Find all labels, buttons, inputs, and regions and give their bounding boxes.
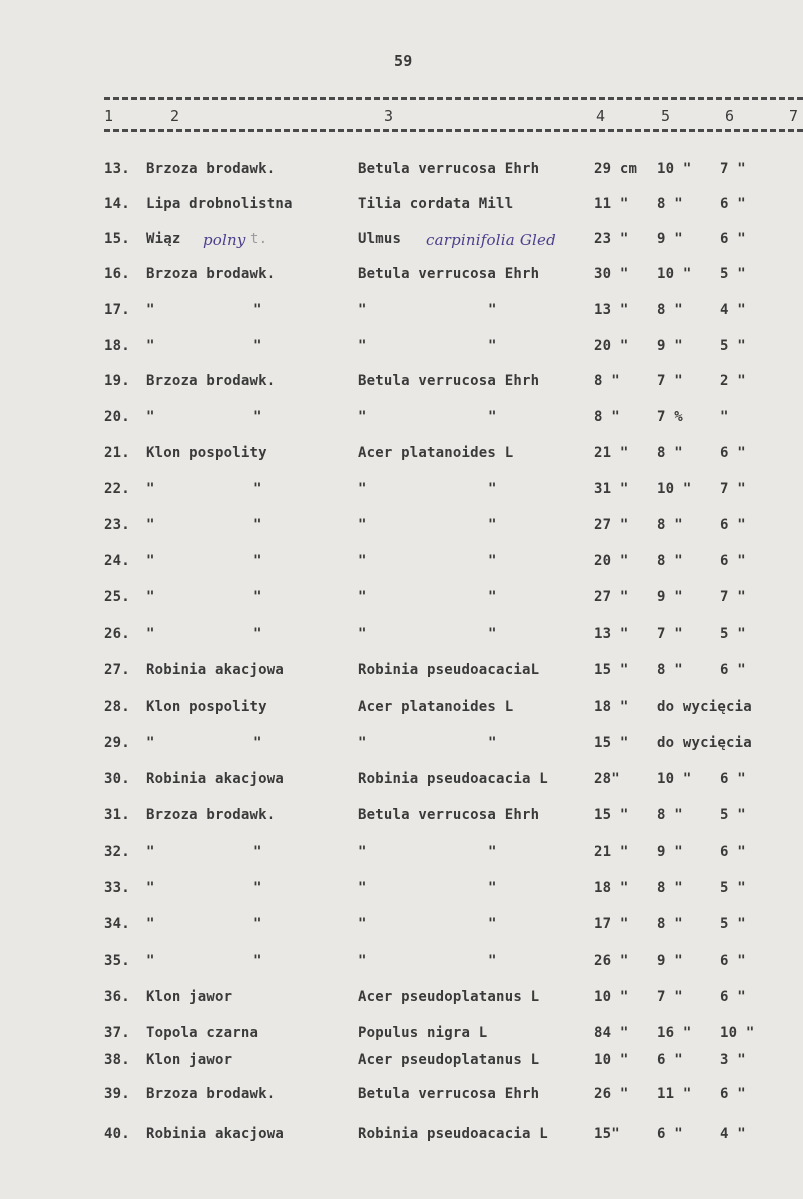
latin-name: Betula verrucosa Ehrh bbox=[358, 266, 540, 282]
latin-name-ditto: " bbox=[488, 409, 497, 425]
polish-name-ditto: " bbox=[253, 953, 262, 969]
column-number: 6 bbox=[725, 107, 735, 125]
table-row bbox=[0, 662, 803, 686]
table-row bbox=[0, 1086, 803, 1110]
crown-width: 10 " bbox=[720, 1025, 755, 1041]
latin-name: Robinia pseudoacacia L bbox=[358, 771, 548, 787]
polish-name: " bbox=[146, 409, 155, 425]
dashed-rule-top bbox=[104, 97, 803, 100]
crown-width: 2 " bbox=[720, 373, 746, 389]
latin-name-ditto: " bbox=[488, 302, 497, 318]
height: 8 " bbox=[657, 916, 683, 932]
circumference: 28" bbox=[594, 771, 620, 787]
crown-width: 7 " bbox=[720, 161, 746, 177]
crown-width: 6 " bbox=[720, 231, 746, 247]
polish-name: Lipa drobnolistna bbox=[146, 196, 293, 212]
circumference: 31 " bbox=[594, 481, 629, 497]
polish-name-ditto: " bbox=[253, 481, 262, 497]
height: 7 " bbox=[657, 626, 683, 642]
polish-name: " bbox=[146, 481, 155, 497]
polish-name: " bbox=[146, 953, 155, 969]
latin-name: " bbox=[358, 302, 367, 318]
height: 9 " bbox=[657, 953, 683, 969]
circumference: 27 " bbox=[594, 589, 629, 605]
circumference: 20 " bbox=[594, 553, 629, 569]
struck-text: t. bbox=[250, 231, 268, 247]
table-row bbox=[0, 626, 803, 650]
latin-name: " bbox=[358, 953, 367, 969]
height: 16 " bbox=[657, 1025, 692, 1041]
circumference: 26 " bbox=[594, 1086, 629, 1102]
latin-name: " bbox=[358, 626, 367, 642]
polish-name-ditto: " bbox=[253, 735, 262, 751]
row-number: 33. bbox=[104, 880, 130, 896]
row-number: 37. bbox=[104, 1025, 130, 1041]
row-number: 26. bbox=[104, 626, 130, 642]
latin-name-ditto: " bbox=[488, 953, 497, 969]
row-number: 27. bbox=[104, 662, 130, 678]
crown-width: 6 " bbox=[720, 662, 746, 678]
circumference: 18 " bbox=[594, 699, 629, 715]
row-number: 24. bbox=[104, 553, 130, 569]
row-number: 23. bbox=[104, 517, 130, 533]
row-number: 36. bbox=[104, 989, 130, 1005]
latin-name-ditto: " bbox=[488, 844, 497, 860]
circumference: 15 " bbox=[594, 807, 629, 823]
latin-name: " bbox=[358, 844, 367, 860]
latin-name: " bbox=[358, 409, 367, 425]
table-row bbox=[0, 989, 803, 1013]
crown-width: 5 " bbox=[720, 807, 746, 823]
circumference: 17 " bbox=[594, 916, 629, 932]
polish-name-ditto: " bbox=[253, 589, 262, 605]
polish-name: " bbox=[146, 338, 155, 354]
height: 8 " bbox=[657, 302, 683, 318]
crown-width: " bbox=[720, 409, 729, 425]
table-row bbox=[0, 1126, 803, 1150]
height: 10 " bbox=[657, 481, 692, 497]
crown-width: 6 " bbox=[720, 553, 746, 569]
row-number: 30. bbox=[104, 771, 130, 787]
polish-name: Brzoza brodawk. bbox=[146, 807, 276, 823]
table-row bbox=[0, 699, 803, 723]
table-row bbox=[0, 807, 803, 831]
latin-name-ditto: " bbox=[488, 481, 497, 497]
row-number: 20. bbox=[104, 409, 130, 425]
polish-name-ditto: " bbox=[253, 338, 262, 354]
latin-name: Tilia cordata Mill bbox=[358, 196, 514, 212]
height: 6 " bbox=[657, 1126, 683, 1142]
height: 7 " bbox=[657, 373, 683, 389]
row-number: 21. bbox=[104, 445, 130, 461]
latin-name: Betula verrucosa Ehrh bbox=[358, 1086, 540, 1102]
polish-name: Brzoza brodawk. bbox=[146, 266, 276, 282]
crown-width: 5 " bbox=[720, 626, 746, 642]
polish-name-ditto: " bbox=[253, 409, 262, 425]
latin-name: " bbox=[358, 735, 367, 751]
height: 8 " bbox=[657, 553, 683, 569]
polish-name: " bbox=[146, 517, 155, 533]
crown-width: 6 " bbox=[720, 989, 746, 1005]
crown-width: 6 " bbox=[720, 844, 746, 860]
latin-name: Betula verrucosa Ehrh bbox=[358, 807, 540, 823]
height: do wycięcia bbox=[657, 699, 752, 715]
table-row bbox=[0, 1025, 803, 1049]
column-number: 7 bbox=[789, 107, 799, 125]
table-row bbox=[0, 302, 803, 326]
table-row bbox=[0, 481, 803, 505]
polish-name-ditto: " bbox=[253, 517, 262, 533]
circumference: 8 " bbox=[594, 409, 620, 425]
height: 9 " bbox=[657, 338, 683, 354]
crown-width: 6 " bbox=[720, 1086, 746, 1102]
latin-name-ditto: " bbox=[488, 517, 497, 533]
table-row bbox=[0, 266, 803, 290]
circumference: 84 " bbox=[594, 1025, 629, 1041]
dashed-rule-bottom bbox=[104, 129, 803, 132]
latin-name: Populus nigra L bbox=[358, 1025, 488, 1041]
latin-name: Betula verrucosa Ehrh bbox=[358, 373, 540, 389]
polish-name: " bbox=[146, 553, 155, 569]
polish-name: " bbox=[146, 880, 155, 896]
height: 8 " bbox=[657, 196, 683, 212]
height: 8 " bbox=[657, 880, 683, 896]
polish-name: Klon jawor bbox=[146, 989, 233, 1005]
latin-name-ditto: " bbox=[488, 880, 497, 896]
table-row bbox=[0, 409, 803, 433]
latin-name: " bbox=[358, 589, 367, 605]
row-number: 19. bbox=[104, 373, 130, 389]
column-number: 1 bbox=[104, 107, 114, 125]
table-row bbox=[0, 953, 803, 977]
polish-name-ditto: " bbox=[253, 553, 262, 569]
circumference: 26 " bbox=[594, 953, 629, 969]
row-number: 14. bbox=[104, 196, 130, 212]
row-number: 28. bbox=[104, 699, 130, 715]
row-number: 29. bbox=[104, 735, 130, 751]
latin-name: Acer pseudoplatanus L bbox=[358, 989, 540, 1005]
crown-width: 6 " bbox=[720, 445, 746, 461]
table-row bbox=[0, 196, 803, 220]
polish-name: " bbox=[146, 844, 155, 860]
row-number: 18. bbox=[104, 338, 130, 354]
height: 9 " bbox=[657, 589, 683, 605]
table-row bbox=[0, 161, 803, 185]
row-number: 32. bbox=[104, 844, 130, 860]
row-number: 17. bbox=[104, 302, 130, 318]
row-number: 13. bbox=[104, 161, 130, 177]
table-row bbox=[0, 735, 803, 759]
table-row bbox=[0, 844, 803, 868]
circumference: 13 " bbox=[594, 302, 629, 318]
circumference: 10 " bbox=[594, 1052, 629, 1068]
latin-name-ditto: " bbox=[488, 626, 497, 642]
circumference: 29 cm bbox=[594, 161, 638, 177]
column-number: 4 bbox=[596, 107, 606, 125]
height: 8 " bbox=[657, 662, 683, 678]
table-row bbox=[0, 771, 803, 795]
circumference: 15" bbox=[594, 1126, 620, 1142]
latin-name: " bbox=[358, 338, 367, 354]
row-number: 15. bbox=[104, 231, 130, 247]
polish-name: Klon jawor bbox=[146, 1052, 233, 1068]
crown-width: 7 " bbox=[720, 589, 746, 605]
height: 10 " bbox=[657, 161, 692, 177]
table-row bbox=[0, 517, 803, 541]
height: 10 " bbox=[657, 266, 692, 282]
latin-name: " bbox=[358, 916, 367, 932]
page-number: 59 bbox=[394, 52, 413, 70]
crown-width: 5 " bbox=[720, 266, 746, 282]
table-row bbox=[0, 231, 803, 255]
handwritten-annotation: carpinifolia Gled bbox=[426, 231, 556, 249]
polish-name: Brzoza brodawk. bbox=[146, 1086, 276, 1102]
polish-name-ditto: " bbox=[253, 302, 262, 318]
polish-name: " bbox=[146, 626, 155, 642]
latin-name: " bbox=[358, 880, 367, 896]
polish-name: Robinia akacjowa bbox=[146, 771, 285, 787]
crown-width: 5 " bbox=[720, 916, 746, 932]
latin-name: Ulmus bbox=[358, 231, 402, 247]
polish-name: Brzoza brodawk. bbox=[146, 161, 276, 177]
polish-name: " bbox=[146, 916, 155, 932]
latin-name-ditto: " bbox=[488, 735, 497, 751]
polish-name-ditto: " bbox=[253, 916, 262, 932]
circumference: 15 " bbox=[594, 662, 629, 678]
polish-name-ditto: " bbox=[253, 844, 262, 860]
circumference: 10 " bbox=[594, 989, 629, 1005]
column-number: 2 bbox=[170, 107, 180, 125]
height: 11 " bbox=[657, 1086, 692, 1102]
latin-name: Acer platanoides L bbox=[358, 445, 514, 461]
height: 8 " bbox=[657, 807, 683, 823]
row-number: 34. bbox=[104, 916, 130, 932]
circumference: 13 " bbox=[594, 626, 629, 642]
latin-name: " bbox=[358, 517, 367, 533]
latin-name: " bbox=[358, 481, 367, 497]
row-number: 39. bbox=[104, 1086, 130, 1102]
polish-name: Robinia akacjowa bbox=[146, 1126, 285, 1142]
latin-name: " bbox=[358, 553, 367, 569]
crown-width: 5 " bbox=[720, 338, 746, 354]
row-number: 22. bbox=[104, 481, 130, 497]
latin-name: Robinia pseudoacaciaL bbox=[358, 662, 540, 678]
crown-width: 3 " bbox=[720, 1052, 746, 1068]
circumference: 27 " bbox=[594, 517, 629, 533]
handwritten-annotation: polny bbox=[203, 231, 246, 249]
table-row bbox=[0, 445, 803, 469]
height: do wycięcia bbox=[657, 735, 752, 751]
latin-name-ditto: " bbox=[488, 553, 497, 569]
table-row bbox=[0, 916, 803, 940]
height: 7 " bbox=[657, 989, 683, 1005]
crown-width: 4 " bbox=[720, 1126, 746, 1142]
polish-name: Brzoza brodawk. bbox=[146, 373, 276, 389]
latin-name-ditto: " bbox=[488, 916, 497, 932]
height: 10 " bbox=[657, 771, 692, 787]
polish-name-ditto: " bbox=[253, 626, 262, 642]
crown-width: 7 " bbox=[720, 481, 746, 497]
table-row bbox=[0, 373, 803, 397]
latin-name: Acer pseudoplatanus L bbox=[358, 1052, 540, 1068]
polish-name: Klon pospolity bbox=[146, 699, 267, 715]
crown-width: 4 " bbox=[720, 302, 746, 318]
table-row bbox=[0, 1052, 803, 1076]
latin-name-ditto: " bbox=[488, 338, 497, 354]
latin-name: Robinia pseudoacacia L bbox=[358, 1126, 548, 1142]
latin-name: Betula verrucosa Ehrh bbox=[358, 161, 540, 177]
circumference: 8 " bbox=[594, 373, 620, 389]
crown-width: 6 " bbox=[720, 953, 746, 969]
circumference: 21 " bbox=[594, 844, 629, 860]
height: 9 " bbox=[657, 231, 683, 247]
row-number: 35. bbox=[104, 953, 130, 969]
row-number: 31. bbox=[104, 807, 130, 823]
height: 6 " bbox=[657, 1052, 683, 1068]
row-number: 38. bbox=[104, 1052, 130, 1068]
polish-name-ditto: " bbox=[253, 880, 262, 896]
column-number: 5 bbox=[661, 107, 671, 125]
height: 8 " bbox=[657, 517, 683, 533]
latin-name: Acer platanoides L bbox=[358, 699, 514, 715]
polish-name: Klon pospolity bbox=[146, 445, 267, 461]
row-number: 16. bbox=[104, 266, 130, 282]
circumference: 23 " bbox=[594, 231, 629, 247]
row-number: 40. bbox=[104, 1126, 130, 1142]
row-number: 25. bbox=[104, 589, 130, 605]
table-row bbox=[0, 338, 803, 362]
column-number: 3 bbox=[384, 107, 394, 125]
circumference: 21 " bbox=[594, 445, 629, 461]
circumference: 30 " bbox=[594, 266, 629, 282]
circumference: 15 " bbox=[594, 735, 629, 751]
crown-width: 5 " bbox=[720, 880, 746, 896]
crown-width: 6 " bbox=[720, 196, 746, 212]
crown-width: 6 " bbox=[720, 771, 746, 787]
polish-name: " bbox=[146, 302, 155, 318]
polish-name: Robinia akacjowa bbox=[146, 662, 285, 678]
height: 7 % bbox=[657, 409, 683, 425]
circumference: 11 " bbox=[594, 196, 629, 212]
polish-name: " bbox=[146, 735, 155, 751]
crown-width: 6 " bbox=[720, 517, 746, 533]
latin-name-ditto: " bbox=[488, 589, 497, 605]
height: 9 " bbox=[657, 844, 683, 860]
polish-name: Topola czarna bbox=[146, 1025, 259, 1041]
circumference: 18 " bbox=[594, 880, 629, 896]
polish-name: Wiąz bbox=[146, 231, 181, 247]
circumference: 20 " bbox=[594, 338, 629, 354]
polish-name: " bbox=[146, 589, 155, 605]
table-row bbox=[0, 553, 803, 577]
height: 8 " bbox=[657, 445, 683, 461]
table-row bbox=[0, 880, 803, 904]
table-row bbox=[0, 589, 803, 613]
